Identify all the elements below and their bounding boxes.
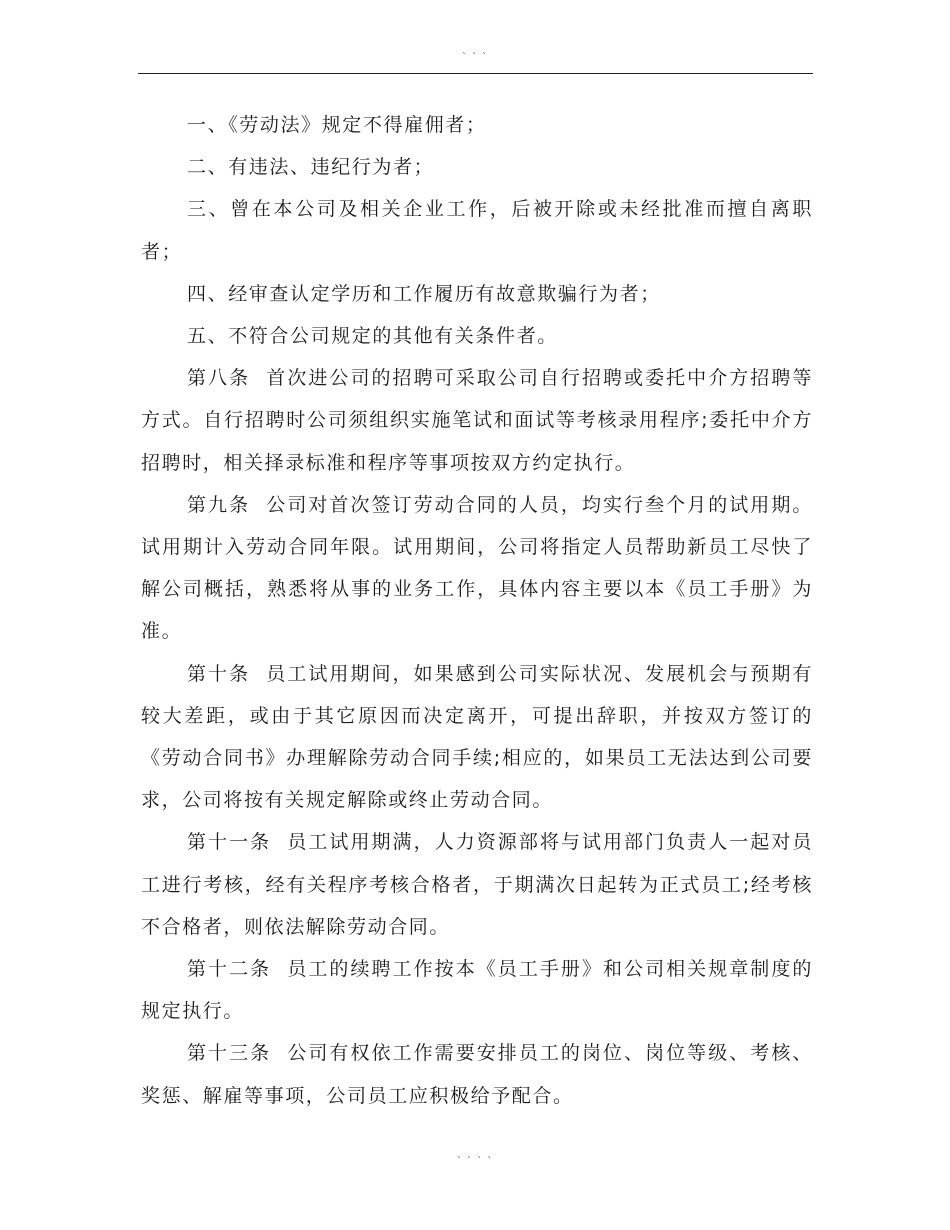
paragraph-item-2: 二、有违法、违纪行为者；: [187, 156, 435, 179]
page-header-mark: ` ` `: [461, 52, 489, 63]
document-body: [141, 104, 813, 1117]
page-footer-mark: ` ` ` `: [456, 1156, 494, 1167]
article-8: 第八条 首次进公司的招聘可采取公司自行招聘或委托中介方招聘等方式。自行招聘时公司须组织实施笔试和面试等考核录用程序;委托中介方招聘时，相关择录标准和程序等事项按双方约定执行。: [141, 367, 813, 474]
header-divider: [138, 73, 813, 74]
article-10: 第十条 员工试用期间，如果感到公司实际状况、发展机会与预期有较大差距，或由于其它原因而决定离开，可提出辞职，并按双方签订的《劳动合同书》办理解除劳动合同手续;相应的，如果员工无法达到公司要求，公司将按有关规定解除或终止劳动合同。: [141, 662, 813, 812]
article-12: 第十二条 员工的续聘工作按本《员工手册》和公司相关规章制度的规定执行。: [141, 958, 813, 1023]
paragraph-item-4: 四、经审查认定学历和工作履历有故意欺骗行为者；: [187, 282, 661, 305]
paragraph-item-3: 三、曾在本公司及相关企业工作，后被开除或未经批准而擅自离职者；: [141, 198, 813, 263]
article-9: 第九条 公司对首次签订劳动合同的人员，均实行叁个月的试用期。试用期计入劳动合同年限。试用期间，公司将指定人员帮助新员工尽快了解公司概括，熟悉将从事的业务工作，具体内容主要以本《员工手册》为准。: [141, 493, 813, 643]
paragraph-item-1: 一、《劳动法》规定不得雇佣者；: [187, 114, 487, 136]
paragraph-item-5: 五、不符合公司规定的其他有关条件者。: [187, 325, 558, 348]
article-11: 第十一条 员工试用期满，人力资源部将与试用部门负责人一起对员工进行考核，经有关程序考核合格者，于期满次日起转为正式员工;经考核不合格者，则依法解除劳动合同。: [141, 831, 813, 938]
article-13: 第十三条 公司有权依工作需要安排员工的岗位、岗位等级、考核、奖惩、解雇等事项，公司员工应积极给予配合。: [141, 1042, 813, 1107]
